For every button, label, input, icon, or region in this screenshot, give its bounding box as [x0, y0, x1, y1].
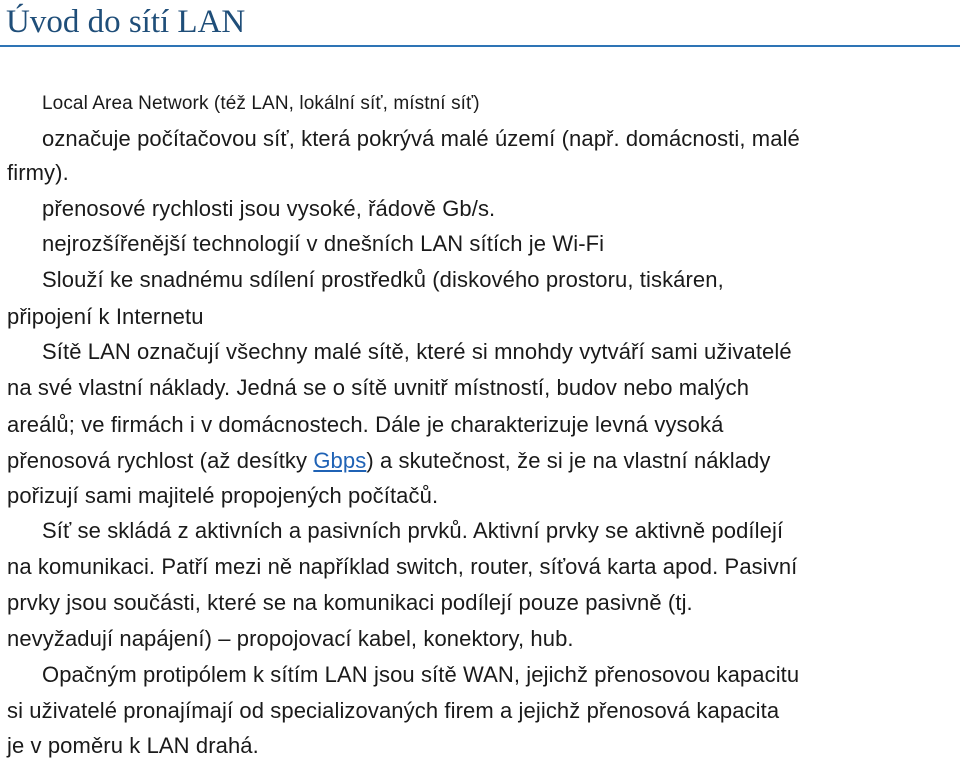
text-line: Slouží ke snadnému sdílení prostředků (diskového prostoru, tiskáren,: [42, 267, 724, 292]
text-line: Local Area Network (též LAN, lokální síť, místní síť): [42, 93, 480, 114]
text-line: přenosové rychlosti jsou vysoké, řádově Gb/s.: [42, 196, 496, 221]
text-line: pořizují sami majitelé propojených počítačů.: [7, 483, 439, 508]
text-line: firmy).: [7, 160, 69, 185]
text-segment: ) a skutečnost, že si je na vlastní náklady: [366, 448, 771, 473]
text-line: označuje počítačovou síť, která pokrývá malé území (např. domácnosti, malé: [42, 126, 800, 151]
text-line: nejrozšířenější technologií v dnešních LAN sítích je Wi-Fi: [42, 231, 605, 256]
text-segment: přenosová rychlost (až desítky: [7, 448, 314, 473]
text-line: nevyžadují napájení) – propojovací kabel, konektory, hub.: [7, 626, 574, 651]
text-line: Opačným protipólem k sítím LAN jsou sítě WAN, jejichž přenosovou kapacitu: [42, 662, 800, 687]
text-line: na své vlastní náklady. Jedná se o sítě uvnitř místností, budov nebo malých: [7, 375, 750, 400]
page-title: Úvod do sítí LAN: [6, 4, 246, 40]
text-line: Síť se skládá z aktivních a pasivních prvků. Aktivní prvky se aktivně podílejí: [42, 518, 784, 543]
text-line-with-link: [7, 446, 771, 476]
gbps-link[interactable]: Gbps: [313, 448, 367, 473]
text-line: je v poměru k LAN drahá.: [7, 733, 259, 758]
text-line: Sítě LAN označují všechny malé sítě, které si mnohdy vytváří sami uživatelé: [42, 339, 792, 364]
text-line: areálů; ve firmách i v domácnostech. Dále je charakterizuje levná vysoká: [7, 412, 724, 437]
text-line: připojení k Internetu: [7, 304, 204, 329]
text-line: si uživatelé pronajímají od specializovaných firem a jejichž přenosová kapacita: [7, 698, 780, 723]
title-underline: [0, 45, 960, 47]
text-line: prvky jsou součásti, které se na komunikaci podílejí pouze pasivně (tj.: [7, 590, 693, 615]
text-line: na komunikaci. Patří mezi ně například switch, router, síťová karta apod. Pasivní: [7, 554, 798, 579]
